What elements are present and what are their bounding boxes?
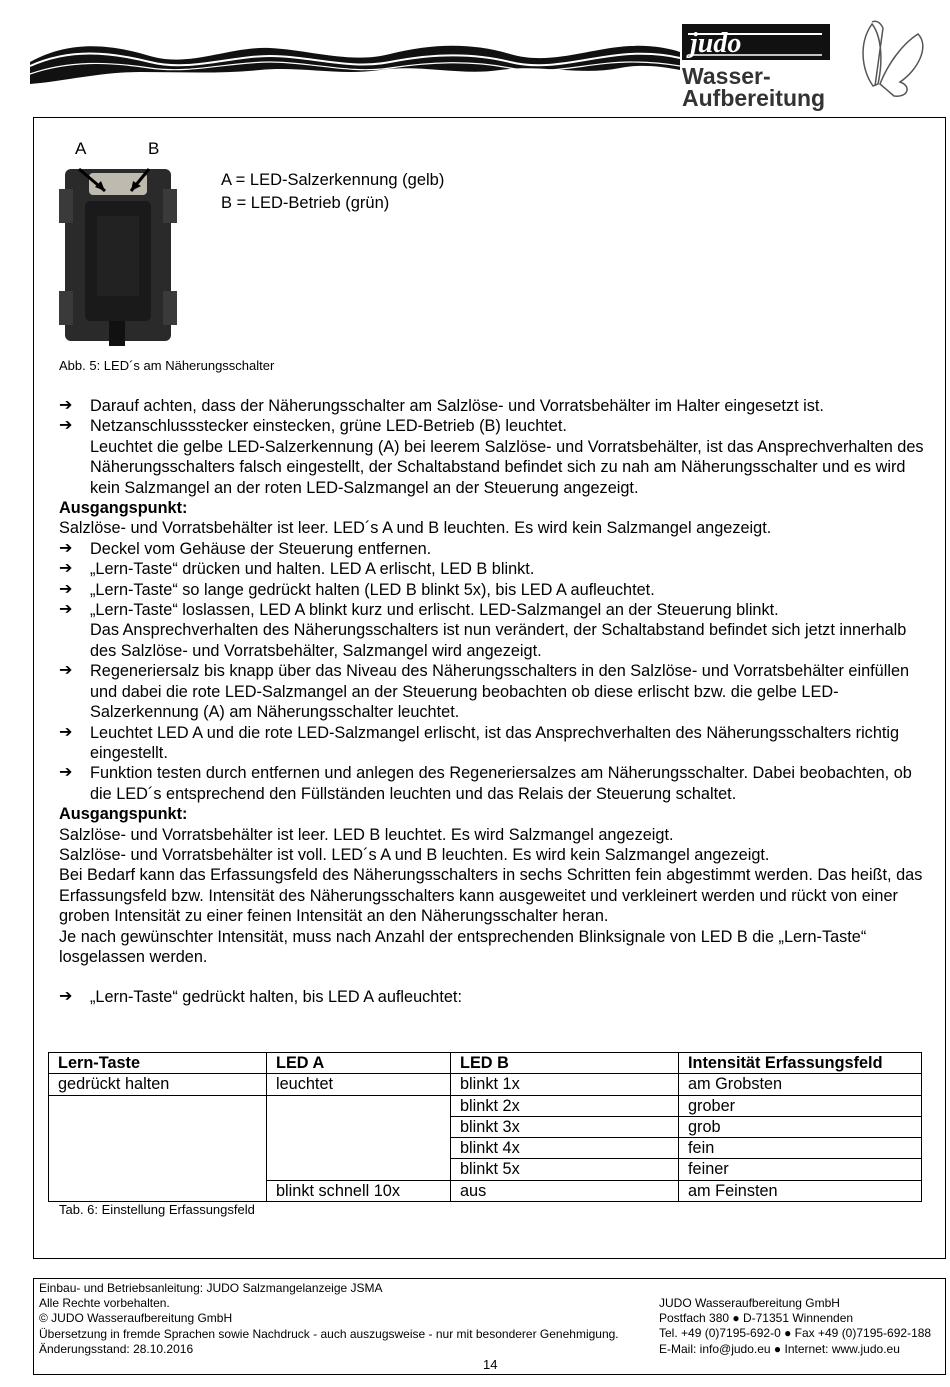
section-heading	[59, 498, 929, 518]
brand-line-2: Aufbereitung	[682, 85, 826, 111]
paragraph	[59, 865, 929, 926]
paragraph-text: Je nach gewünschter Intensität, muss nach Anzahl der entsprechenden Blinksignale von LED B die „Lern-Taste“ losgelassen werden.	[59, 927, 867, 966]
bullet-item	[59, 580, 929, 600]
footer-line: Tel. +49 (0)7195-692-0 ● Fax +49 (0)7195-692-188	[659, 1326, 932, 1341]
arrow-bullet-icon: ➔	[59, 662, 73, 680]
table-cell	[49, 1180, 267, 1201]
paragraph	[59, 845, 929, 865]
paragraph-text: Ausgangspunkt:	[59, 499, 188, 518]
footer-line: Alle Rechte vorbehalten.	[39, 1296, 170, 1311]
paragraph	[59, 825, 929, 845]
paragraph-text: Regeneriersalz bis knapp über das Niveau des Näherungsschalters in den Salzlöse- und Vorratsbehälter einfüllen und dabei die rote LED-Salzmangel an der Steuerung beobachten ob diese erlischt bzw. die gelbe LED-Salzerkennung (A) am Näherungsschalter leuchtet.	[90, 662, 910, 722]
figure-label-a: A	[75, 139, 87, 158]
bullet-item	[59, 723, 929, 764]
svg-text:judo: judo	[690, 28, 742, 59]
paragraph	[59, 927, 929, 968]
table-row	[49, 1116, 922, 1137]
bullet-item	[59, 396, 929, 416]
table-cell	[49, 1095, 267, 1116]
table-row	[49, 1138, 922, 1159]
table-cell: blinkt 5x	[451, 1159, 679, 1180]
indented-paragraph	[59, 437, 929, 498]
table-cell: fein	[679, 1138, 922, 1159]
bullet-item	[59, 539, 929, 559]
table-cell: blinkt schnell 10x	[267, 1180, 451, 1201]
page-footer	[33, 1278, 946, 1375]
table-cell: am Grobsten	[679, 1074, 922, 1095]
table-caption: Tab. 6: Einstellung Erfassungsfeld	[59, 1202, 255, 1217]
arrow-bullet-icon: ➔	[59, 988, 73, 1006]
paragraph-text: „Lern-Taste“ drücken und halten. LED A erlischt, LED B blinkt.	[90, 560, 535, 579]
arrow-bullet-icon: ➔	[59, 417, 73, 435]
footer-imprint	[39, 1281, 619, 1357]
indented-paragraph	[59, 620, 929, 661]
footer-contact	[659, 1296, 931, 1357]
proximity-switch-photo	[59, 161, 177, 346]
table-cell: blinkt 1x	[451, 1074, 679, 1095]
brand-line-1: Wasser-	[682, 63, 771, 89]
table-cell	[267, 1138, 451, 1159]
sensitivity-table	[48, 1052, 922, 1202]
page-number: 14	[483, 1357, 498, 1372]
arrow-bullet-icon: ➔	[59, 397, 73, 414]
footer-line: E-Mail: info@judo.eu ● Internet: www.judo.eu	[659, 1341, 900, 1356]
table-cell: feiner	[679, 1159, 922, 1180]
figure-label-b: B	[148, 139, 160, 158]
arrow-bullet-icon: ➔	[59, 539, 73, 557]
table-cell: blinkt 2x	[451, 1095, 679, 1116]
table-cell: grob	[679, 1116, 922, 1137]
footer-line: Postfach 380 ● D-71351 Winnenden	[659, 1311, 854, 1326]
header-wave-banner	[0, 0, 950, 118]
paragraph-text: „Lern-Taste“ loslassen, LED A blinkt kurz und erlischt. LED-Salzmangel an der Steuerung blinkt.	[90, 601, 779, 620]
table-cell	[49, 1138, 267, 1159]
paragraph-text: Ausgangspunkt:	[59, 805, 188, 824]
bullet-item	[59, 661, 929, 722]
footer-line: Änderungsstand: 28.10.2016	[39, 1341, 194, 1356]
paragraph-text: Salzlöse- und Vorratsbehälter ist leer. LED´s A und B leuchten. Es wird kein Salzmangel angezeigt.	[59, 519, 772, 538]
arrow-bullet-icon: ➔	[59, 601, 73, 619]
table-cell: blinkt 4x	[451, 1138, 679, 1159]
table-cell: leuchtet	[267, 1074, 451, 1095]
table-row	[49, 1095, 922, 1116]
legend-led-b: B = LED-Betrieb (grün)	[221, 194, 390, 212]
paragraph-text: Bei Bedarf kann das Erfassungsfeld des Näherungsschalters in sechs Schritten fein abgestimmt werden. Das heißt, das Erfassungsfeld bzw. Intensität des Näherungsschalters kann ausgeweitet und verkleinert werden und rückt von einer groben Intensität zu einer feinen Intensität an den Näherungsschalter heran.	[59, 866, 923, 926]
paragraph-text: Darauf achten, dass der Näherungsschalter am Salzlöse- und Vorratsbehälter im Halter eingesetzt ist.	[90, 397, 824, 415]
paragraph-text: Leuchtet die gelbe LED-Salzerkennung (A) bei leerem Salzlöse- und Vorratsbehälter, ist das Ansprechverhalten des Näherungsschalters falsch eingestellt, der Schaltabstand befindet sich zu nah am Näherungsschalter und es wird kein Salzmangel an der roten LED-Salzmangel an der Steuerung angezeigt.	[90, 437, 924, 497]
paragraph-text: Salzlöse- und Vorratsbehälter ist leer. LED B leuchtet. Es wird Salzmangel angezeigt.	[59, 825, 674, 844]
table-header-cell: Lern-Taste	[49, 1053, 267, 1074]
table-header-cell: Intensität Erfassungsfeld	[679, 1053, 922, 1074]
table-row	[49, 1180, 922, 1201]
arrow-bullet-icon: ➔	[59, 580, 73, 598]
figure-caption: Abb. 5: LED´s am Näherungsschalter	[59, 358, 275, 373]
bullet-item	[59, 559, 929, 579]
footer-line: JUDO Wasseraufbereitung GmbH	[659, 1296, 840, 1310]
table-cell	[267, 1116, 451, 1137]
table-cell	[49, 1159, 267, 1180]
arrow-bullet-icon: ➔	[59, 560, 73, 578]
table-cell	[267, 1095, 451, 1116]
paragraph-text: Netzanschlussstecker einstecken, grüne LED-Betrieb (B) leuchtet.	[90, 417, 567, 436]
table-cell	[267, 1159, 451, 1180]
table-header-cell: LED A	[267, 1053, 451, 1074]
paragraph-text: „Lern-Taste“ gedrückt halten, bis LED A aufleuchtet:	[90, 988, 462, 1007]
paragraph-text: Leuchtet LED A und die rote LED-Salzmangel erlischt, ist das Ansprechverhalten des Näherungsschalters richtig eingestellt.	[90, 723, 900, 762]
judo-logo	[682, 24, 830, 60]
page-header	[0, 0, 950, 118]
table-row	[49, 1074, 922, 1095]
bullet-item	[59, 416, 929, 436]
paragraph-text: „Lern-Taste“ so lange gedrückt halten (LED B blinkt 5x), bis LED A aufleuchtet.	[90, 580, 655, 599]
arrow-bullet-icon: ➔	[59, 764, 73, 782]
instruction-text	[59, 396, 929, 1008]
bullet-item	[59, 987, 929, 1007]
arrow-bullet-icon: ➔	[59, 723, 73, 741]
bullet-item	[59, 600, 929, 620]
table-cell: gedrückt halten	[49, 1074, 267, 1095]
footer-line: Einbau- und Betriebsanleitung: JUDO Salzmangelanzeige JSMA	[39, 1281, 383, 1295]
table-cell: am Feinsten	[679, 1180, 922, 1201]
footer-line: © JUDO Wasseraufbereitung GmbH	[39, 1311, 233, 1326]
table-cell	[49, 1116, 267, 1137]
paragraph-text: Das Ansprechverhalten des Näherungsschalters ist nun verändert, der Schaltabstand befindet sich jetzt innerhalb des Salzlöse- und Vorratsbehälter, Salzmangel wird angezeigt.	[90, 621, 907, 660]
section-heading	[59, 804, 929, 824]
paragraph-text: Salzlöse- und Vorratsbehälter ist voll. LED´s A und B leuchten. Es wird kein Salzmangel angezeigt.	[59, 845, 770, 864]
table-cell: aus	[451, 1180, 679, 1201]
table-cell: grober	[679, 1095, 922, 1116]
paragraph	[59, 518, 929, 538]
paragraph-text: Funktion testen durch entfernen und anlegen des Regeneriersalzes am Näherungsschalter. Dabei beobachten, ob die LED´s entsprechend den Füllständen leuchten und das Relais der Steuerung schaltet.	[90, 764, 912, 803]
table-row	[49, 1159, 922, 1180]
paragraph-text: Deckel vom Gehäuse der Steuerung entfernen.	[90, 539, 432, 558]
bullet-item	[59, 763, 929, 804]
legend-led-a: A = LED-Salzerkennung (gelb)	[221, 171, 445, 189]
table-header-row	[49, 1053, 922, 1074]
table-header-cell: LED B	[451, 1053, 679, 1074]
butterfly-icon	[863, 21, 923, 96]
table-cell: blinkt 3x	[451, 1116, 679, 1137]
footer-line: Übersetzung in fremde Sprachen sowie Nachdruck - auch auszugsweise - nur mit besonderer Genehmigung.	[39, 1326, 619, 1341]
